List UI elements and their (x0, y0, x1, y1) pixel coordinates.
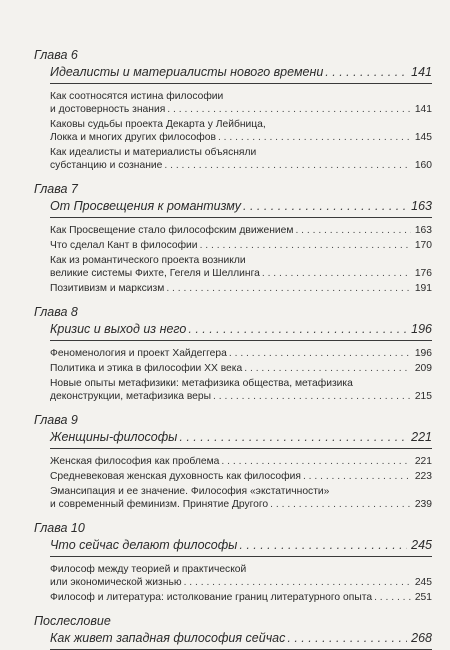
dot-leader (188, 321, 407, 337)
section-page-number: 251 (414, 592, 432, 603)
chapter-label: Глава 10 (34, 521, 85, 535)
chapter-page-number: 268 (411, 631, 432, 645)
section-title: Философ и литература: истолкование границ литературного опыта (50, 592, 373, 603)
chapter-title: Идеалисты и материалисты нового времени (50, 65, 324, 79)
section-list (50, 224, 432, 295)
section-list (50, 347, 432, 403)
chapter-page-number: 221 (411, 430, 432, 444)
section-title-line: Эмансипация и ее значение. Философия «экстатичности» (50, 486, 330, 497)
dot-leader (262, 267, 411, 280)
chapter-title: Кризис и выход из него (50, 322, 187, 336)
section-page-number: 209 (414, 363, 432, 374)
section-page-number: 239 (414, 499, 432, 510)
chapter-block (34, 413, 432, 511)
dot-leader (164, 159, 410, 172)
chapter-title: Как живет западная философия сейчас (50, 631, 286, 645)
section-title: деконструкции, метафизика веры (50, 391, 212, 402)
dot-leader (166, 282, 411, 295)
section-entry[interactable] (50, 239, 432, 252)
section-page-number: 176 (414, 268, 432, 279)
section-entry[interactable] (50, 485, 432, 511)
dot-leader (167, 103, 411, 116)
section-entry[interactable] (50, 146, 432, 172)
chapter-block (34, 48, 432, 172)
chapter-title-row[interactable] (50, 537, 432, 557)
section-title: Локка и многих других философов (50, 132, 216, 143)
chapter-title: Женщины-философы (50, 430, 178, 444)
dot-leader (239, 537, 407, 553)
section-entry[interactable] (50, 254, 432, 280)
chapter-label: Послесловие (34, 614, 111, 628)
section-entry[interactable] (50, 470, 432, 483)
section-page-number: 170 (414, 240, 432, 251)
section-entry[interactable] (50, 563, 432, 589)
section-entry[interactable] (50, 90, 432, 116)
dot-leader (295, 224, 410, 237)
chapter-block (34, 614, 432, 650)
section-list (50, 455, 432, 511)
dot-leader (179, 429, 407, 445)
section-title: или экономической жизнью (50, 577, 182, 588)
section-entry[interactable] (50, 118, 432, 144)
section-list (50, 90, 432, 172)
chapter-page-number: 163 (411, 199, 432, 213)
section-title: великие системы Фихте, Гегеля и Шеллинга (50, 268, 260, 279)
dot-leader (270, 498, 411, 511)
section-page-number: 191 (414, 283, 432, 294)
section-page-number: 141 (414, 104, 432, 115)
dot-leader (184, 576, 411, 589)
section-entry[interactable] (50, 591, 432, 604)
dot-leader (287, 630, 407, 646)
section-title: Политика и этика в философии XX века (50, 363, 243, 374)
dot-leader (374, 591, 411, 604)
section-page-number: 245 (414, 577, 432, 588)
chapter-page-number: 245 (411, 538, 432, 552)
chapter-block (34, 182, 432, 295)
chapter-title-row[interactable] (50, 321, 432, 341)
section-title: Что сделал Кант в философии (50, 240, 198, 251)
section-entry[interactable] (50, 347, 432, 360)
chapter-page-number: 141 (411, 65, 432, 79)
dot-leader (218, 131, 411, 144)
section-title: и современный феминизм. Принятие Другого (50, 499, 269, 510)
chapter-label: Глава 8 (34, 305, 78, 319)
chapter-label: Глава 9 (34, 413, 78, 427)
dot-leader (213, 390, 411, 403)
section-title-line: Как идеалисты и материалисты объясняли (50, 147, 257, 158)
chapter-block (34, 305, 432, 403)
chapter-title: От Просвещения к романтизму (50, 199, 241, 213)
dot-leader (243, 198, 407, 214)
section-title: Женская философия как проблема (50, 456, 220, 467)
section-page-number: 215 (414, 391, 432, 402)
section-entry[interactable] (50, 224, 432, 237)
section-page-number: 145 (414, 132, 432, 143)
chapter-title-row[interactable] (50, 198, 432, 218)
section-title: субстанцию и сознание (50, 160, 163, 171)
chapter-title-row[interactable] (50, 64, 432, 84)
section-page-number: 160 (414, 160, 432, 171)
chapter-title-row[interactable] (50, 429, 432, 449)
section-entry[interactable] (50, 282, 432, 295)
section-entry[interactable] (50, 362, 432, 375)
section-list (50, 563, 432, 604)
section-title: Средневековая женская духовность как философия (50, 471, 301, 482)
chapter-title: Что сейчас делают философы (50, 538, 238, 552)
dot-leader (229, 347, 411, 360)
section-page-number: 163 (414, 225, 432, 236)
section-title-line: Философ между теорией и практической (50, 564, 247, 575)
section-entry[interactable] (50, 455, 432, 468)
chapter-title-row[interactable] (50, 630, 432, 650)
chapter-label: Глава 6 (34, 48, 78, 62)
section-entry[interactable] (50, 377, 432, 403)
section-title: Как Просвещение стало философским движением (50, 225, 294, 236)
chapter-page-number: 196 (411, 322, 432, 336)
section-title-line: Как из романтического проекта возникли (50, 255, 246, 266)
section-page-number: 221 (414, 456, 432, 467)
dot-leader (303, 470, 411, 483)
section-title-line: Каковы судьбы проекта Декарта у Лейбница, (50, 119, 266, 130)
section-page-number: 223 (414, 471, 432, 482)
dot-leader (221, 455, 410, 468)
dot-leader (200, 239, 411, 252)
dot-leader (244, 362, 411, 375)
section-title-line: Новые опыты метафизики: метафизика общества, метафизика (50, 378, 353, 389)
section-title: и достоверность знания (50, 104, 166, 115)
section-title: Феноменология и проект Хайдеггера (50, 348, 227, 359)
chapter-block (34, 521, 432, 604)
section-title: Позитивизм и марксизм (50, 283, 165, 294)
dot-leader (325, 64, 407, 80)
chapter-label: Глава 7 (34, 182, 78, 196)
section-page-number: 196 (414, 348, 432, 359)
section-title-line: Как соотносятся истина философии (50, 91, 224, 102)
